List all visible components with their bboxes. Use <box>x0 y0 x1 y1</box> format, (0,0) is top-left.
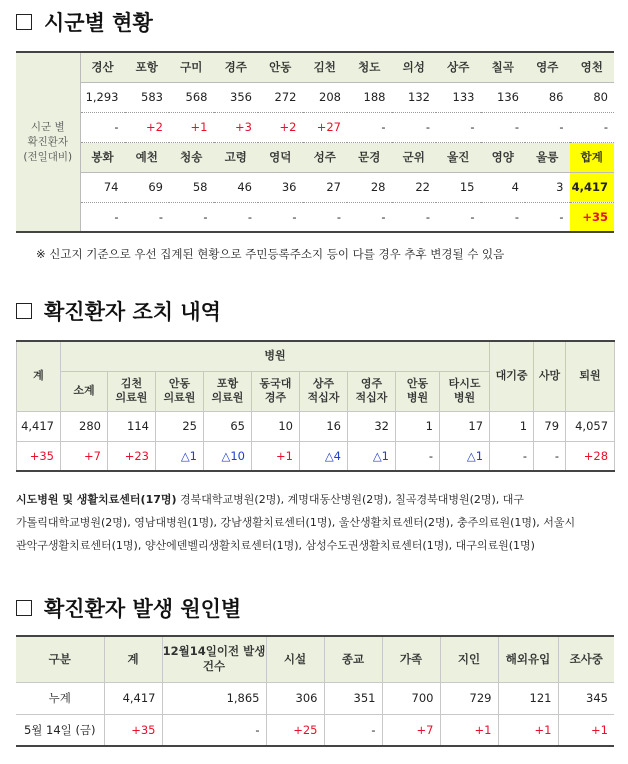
region-change-cell: - <box>347 202 392 232</box>
region-name-cell: 봉화 <box>80 142 125 172</box>
cause-header-cell: 조사중 <box>558 636 614 682</box>
subheader-line: 경주 <box>264 391 287 404</box>
region-total-cell: 208 <box>303 82 348 112</box>
cause-value-cell: 4,417 <box>104 682 162 714</box>
measure-total-cell: 16 <box>300 411 348 441</box>
subheader-line: 소계 <box>73 384 95 397</box>
region-status-table <box>16 51 614 233</box>
cause-value-cell: +1 <box>440 714 498 746</box>
region-change-cell: - <box>303 202 348 232</box>
cause-value-cell: 1,865 <box>162 682 266 714</box>
hospital-subheader <box>204 371 252 411</box>
region-name-cell: 상주 <box>436 52 481 82</box>
subheader-line: 적십자 <box>307 391 340 404</box>
section-title-cause <box>14 593 241 623</box>
region-total-cell: 15 <box>436 172 481 202</box>
region-change-cell: - <box>436 202 481 232</box>
region-name-cell: 성주 <box>303 142 348 172</box>
region-name-cell: 포항 <box>125 52 170 82</box>
hospital-subheader <box>396 371 440 411</box>
subheader-line: 의료원 <box>115 391 148 404</box>
cause-header-cell: 계 <box>104 636 162 682</box>
measure-total-cell: 114 <box>108 411 156 441</box>
measure-change-cell: +7 <box>61 441 108 471</box>
side-label-line: 시군 별 <box>30 120 65 133</box>
measure-change-cell: +1 <box>252 441 300 471</box>
cause-header-cell: 시설 <box>266 636 324 682</box>
measures-table <box>16 340 615 472</box>
subheader-line: 동국대 <box>259 377 292 390</box>
region-name-cell: 칠곡 <box>481 52 526 82</box>
section-title-text: 시군별 현황 <box>44 11 153 35</box>
cause-value-cell: - <box>162 714 266 746</box>
measure-total-cell: 25 <box>156 411 204 441</box>
subheader-line: 안동 <box>406 377 429 390</box>
measure-change-cell: △4 <box>300 441 348 471</box>
hospital-subheader <box>61 371 108 411</box>
measure-change-cell: - <box>490 441 534 471</box>
cause-row-label: 5월 14일 (금) <box>16 714 104 746</box>
subheader-line: 의료원 <box>163 391 196 404</box>
hospital-detail-paragraph <box>16 488 616 557</box>
region-total-cell: 568 <box>169 82 214 112</box>
region-name-cell: 구미 <box>169 52 214 82</box>
region-total-cell: 583 <box>125 82 170 112</box>
region-change-cell: - <box>525 112 570 142</box>
checkbox-square-icon <box>16 600 32 616</box>
cause-header-cell: 구분 <box>16 636 104 682</box>
region-change-cell: +1 <box>169 112 214 142</box>
region-change-cell: - <box>392 112 437 142</box>
region-total-cell: 4 <box>481 172 526 202</box>
measure-total-cell: 10 <box>252 411 300 441</box>
region-change-cell: +27 <box>303 112 348 142</box>
region-total-cell: 36 <box>258 172 303 202</box>
measure-total-cell: 4,417 <box>17 411 61 441</box>
region-change-cell: +35 <box>570 202 615 232</box>
region-change-cell: - <box>169 202 214 232</box>
region-change-cell: - <box>214 202 259 232</box>
paragraph-line-1-rest: 경북대학교병원(2명), 계명대동산병원(2명), 칠곡경북대병원(2명), 대구 <box>176 493 525 506</box>
cause-value-cell: 345 <box>558 682 614 714</box>
region-change-cell: - <box>80 202 125 232</box>
region-name-cell: 의성 <box>392 52 437 82</box>
measure-total-cell: 17 <box>440 411 490 441</box>
subheader-line: 김천 <box>120 377 143 390</box>
region-total-cell: 188 <box>347 82 392 112</box>
measure-change-cell: +35 <box>17 441 61 471</box>
measure-change-cell: △1 <box>156 441 204 471</box>
region-total-cell: 22 <box>392 172 437 202</box>
hospital-subheader <box>348 371 396 411</box>
measure-change-cell: △1 <box>440 441 490 471</box>
subheader-line: 포항 <box>216 377 239 390</box>
region-total-cell: 132 <box>392 82 437 112</box>
side-label-line: 확진환자 <box>27 135 69 148</box>
cause-header-cell: 종교 <box>324 636 382 682</box>
section-title-region <box>14 7 153 37</box>
cause-value-cell: +25 <box>266 714 324 746</box>
measure-total-cell: 1 <box>396 411 440 441</box>
region-total-cell: 80 <box>570 82 615 112</box>
hospital-subheader <box>108 371 156 411</box>
cause-value-cell: 729 <box>440 682 498 714</box>
side-label-line: (전일대비) <box>23 150 73 163</box>
region-total-cell: 136 <box>481 82 526 112</box>
region-change-cell: +3 <box>214 112 259 142</box>
cause-header-cell: 지인 <box>440 636 498 682</box>
side-label <box>16 52 80 232</box>
checkbox-square-icon <box>16 14 32 30</box>
checkbox-square-icon <box>16 303 32 319</box>
region-name-cell: 울릉 <box>525 142 570 172</box>
cause-value-cell: +1 <box>498 714 558 746</box>
region-name-cell: 영덕 <box>258 142 303 172</box>
subheader-line: 의료원 <box>211 391 244 404</box>
region-total-cell: 133 <box>436 82 481 112</box>
region-name-cell: 영주 <box>525 52 570 82</box>
region-change-cell: - <box>481 202 526 232</box>
paragraph-line-1 <box>16 488 616 511</box>
region-total-cell: 272 <box>258 82 303 112</box>
measure-total-cell: 65 <box>204 411 252 441</box>
region-name-cell: 군위 <box>392 142 437 172</box>
subheader-line: 상주 <box>312 377 335 390</box>
region-total-cell: 46 <box>214 172 259 202</box>
region-name-cell: 영양 <box>481 142 526 172</box>
subheader-line: 적십자 <box>355 391 388 404</box>
region-total-cell: 4,417 <box>570 172 615 202</box>
region-total-cell: 3 <box>525 172 570 202</box>
region-total-cell: 74 <box>80 172 125 202</box>
subheader-line: 영주 <box>360 377 383 390</box>
cause-header-cell: 가족 <box>382 636 440 682</box>
region-name-cell: 경산 <box>80 52 125 82</box>
region-change-cell: - <box>436 112 481 142</box>
hospital-subheader <box>252 371 300 411</box>
footnote: ※ 신고지 기준으로 우선 집계된 현황으로 주민등록주소지 등이 다를 경우 추후 변경될 수 있음 <box>36 247 505 261</box>
cause-value-cell: +7 <box>382 714 440 746</box>
cause-table <box>16 635 614 747</box>
region-total-cell: 28 <box>347 172 392 202</box>
measure-change-cell: +23 <box>108 441 156 471</box>
region-change-cell: +2 <box>125 112 170 142</box>
section-title-text: 확진환자 조치 내역 <box>44 300 221 324</box>
cause-value-cell: 306 <box>266 682 324 714</box>
region-name-cell: 합계 <box>570 142 615 172</box>
cause-value-cell: 351 <box>324 682 382 714</box>
region-name-cell: 안동 <box>258 52 303 82</box>
subheader-line: 타시도 <box>448 377 481 390</box>
header-discharged: 퇴원 <box>566 341 615 411</box>
hospital-subheader <box>440 371 490 411</box>
region-change-cell: - <box>347 112 392 142</box>
paragraph-lead: 시도병원 및 생활치료센터(17명) <box>16 493 177 506</box>
region-change-cell: - <box>481 112 526 142</box>
region-change-cell: +2 <box>258 112 303 142</box>
region-name-cell: 울진 <box>436 142 481 172</box>
section-title-measures <box>14 296 221 326</box>
region-total-cell: 58 <box>169 172 214 202</box>
region-name-cell: 고령 <box>214 142 259 172</box>
subheader-line: 병원 <box>406 391 429 404</box>
region-name-cell: 문경 <box>347 142 392 172</box>
hospital-subheader <box>156 371 204 411</box>
measure-total-cell: 1 <box>490 411 534 441</box>
region-change-cell: - <box>392 202 437 232</box>
cause-header-cell: 해외유입 <box>498 636 558 682</box>
header-death: 사망 <box>534 341 566 411</box>
header-hospital: 병원 <box>61 341 490 371</box>
region-name-cell: 경주 <box>214 52 259 82</box>
header-total: 계 <box>17 341 61 411</box>
subheader-line: 병원 <box>453 391 476 404</box>
cause-value-cell: +1 <box>558 714 614 746</box>
region-change-cell: - <box>570 112 615 142</box>
paragraph-line-2: 가톨릭대학교병원(2명), 영남대병원(1명), 강남생활치료센터(1명), 울산생활치료센터(2명), 충주의료원(1명), 서울시 <box>16 516 576 529</box>
region-change-cell: - <box>80 112 125 142</box>
region-name-cell: 청도 <box>347 52 392 82</box>
cause-value-cell: 700 <box>382 682 440 714</box>
cause-value-cell: 121 <box>498 682 558 714</box>
hospital-subheader <box>300 371 348 411</box>
region-change-cell: - <box>125 202 170 232</box>
region-total-cell: 27 <box>303 172 348 202</box>
header-waiting: 대기중 <box>490 341 534 411</box>
measure-total-cell: 280 <box>61 411 108 441</box>
subheader-line: 안동 <box>168 377 191 390</box>
measure-change-cell: - <box>534 441 566 471</box>
region-total-cell: 1,293 <box>80 82 125 112</box>
section-title-text: 확진환자 발생 원인별 <box>44 597 242 621</box>
measure-change-cell: +28 <box>566 441 615 471</box>
region-name-cell: 영천 <box>570 52 615 82</box>
measure-total-cell: 4,057 <box>566 411 615 441</box>
region-name-cell: 예천 <box>125 142 170 172</box>
measure-change-cell: △1 <box>348 441 396 471</box>
paragraph-line-3: 관악구생활치료센터(1명), 양산에덴벨리생활치료센터(1명), 삼성수도권생활치료센터(1명), 대구의료원(1명) <box>16 539 535 552</box>
measure-change-cell: △10 <box>204 441 252 471</box>
region-total-cell: 86 <box>525 82 570 112</box>
measure-change-cell: - <box>396 441 440 471</box>
cause-value-cell: - <box>324 714 382 746</box>
cause-header-cell: 12월14일이전 발생건수 <box>162 636 266 682</box>
region-name-cell: 청송 <box>169 142 214 172</box>
region-name-cell: 김천 <box>303 52 348 82</box>
region-total-cell: 356 <box>214 82 259 112</box>
cause-value-cell: +35 <box>104 714 162 746</box>
region-change-cell: - <box>525 202 570 232</box>
measure-total-cell: 32 <box>348 411 396 441</box>
cause-row-label: 누계 <box>16 682 104 714</box>
measure-total-cell: 79 <box>534 411 566 441</box>
region-change-cell: - <box>258 202 303 232</box>
region-total-cell: 69 <box>125 172 170 202</box>
